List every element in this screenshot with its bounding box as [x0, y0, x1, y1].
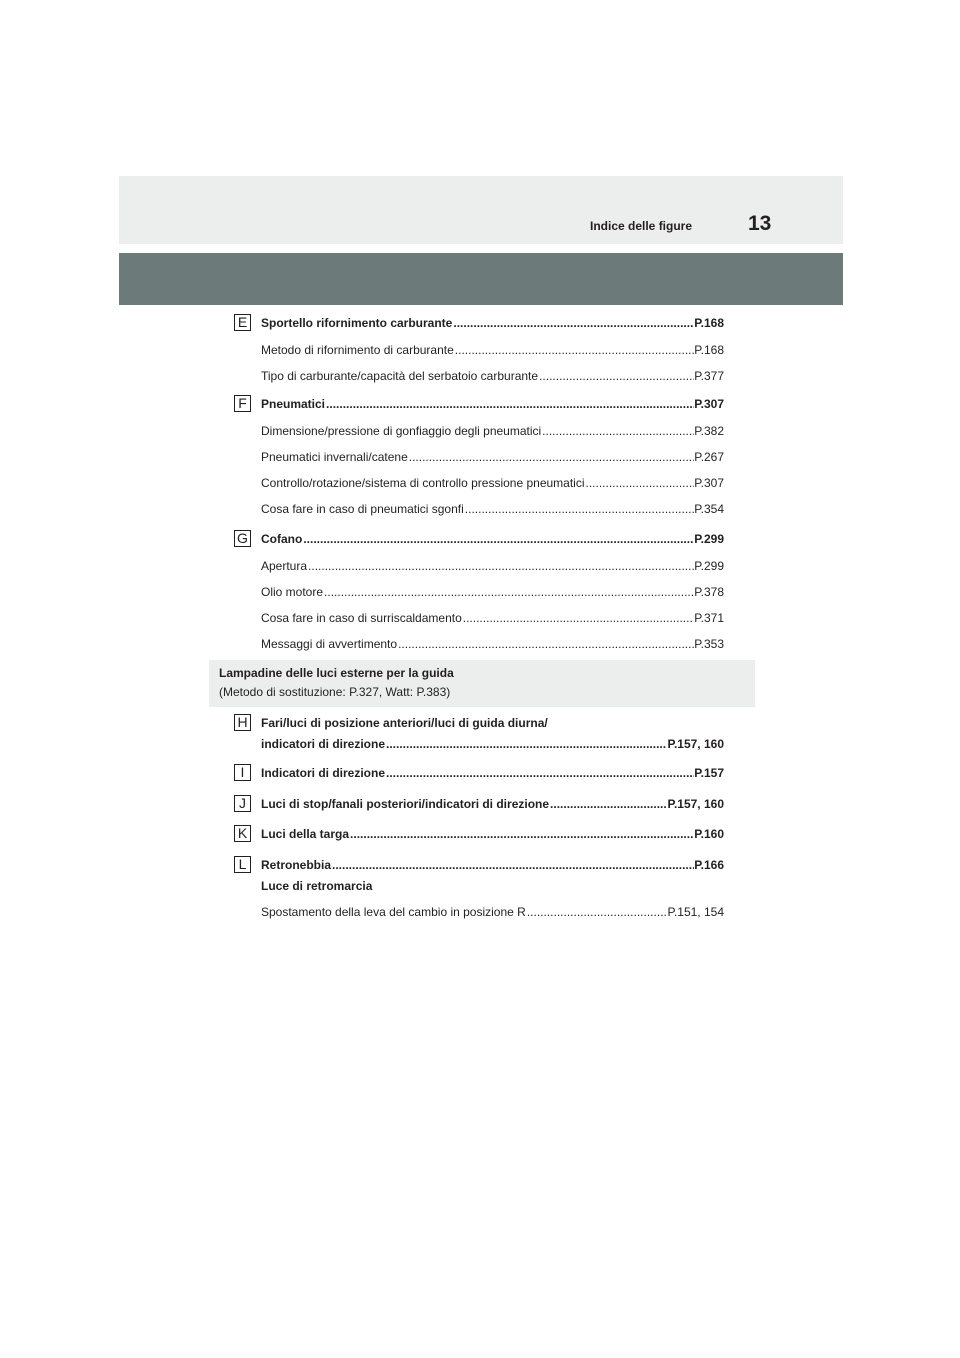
section-letter-i: I	[234, 764, 251, 781]
entry-page: P.299	[694, 559, 724, 573]
note-title: Lampadine delle luci esterne per la guida	[219, 666, 454, 680]
dot-leader	[549, 796, 667, 812]
dot-leader	[385, 765, 694, 781]
dot-leader	[452, 315, 694, 331]
entry-label: Indicatori di direzione	[261, 766, 386, 780]
entry-label: Pneumatici	[261, 397, 326, 411]
entry-label: Dimensione/pressione di gonfiaggio degli pneumatici	[261, 424, 542, 438]
entry-page: P.151, 154	[667, 905, 724, 919]
dot-leader	[538, 368, 694, 384]
entry-page: P.382	[694, 424, 724, 438]
section-title: Indice delle figure	[590, 219, 693, 233]
entry-label: Cosa fare in caso di surriscaldamento	[261, 611, 462, 625]
entry-label: Messaggi di avvertimento	[261, 637, 398, 651]
entry-page: P.160	[694, 827, 724, 841]
section-letter-g: G	[234, 530, 251, 547]
entry-page: P.168	[694, 316, 724, 330]
dot-leader	[323, 584, 694, 600]
dot-leader	[331, 857, 694, 873]
entry-page: P.371	[694, 611, 724, 625]
dot-leader	[585, 475, 695, 491]
entry-page: P.377	[694, 369, 724, 383]
entry-page: P.307	[694, 397, 724, 411]
entry-page: P.299	[694, 532, 724, 546]
sub-heading: Luce di retromarcia	[261, 879, 373, 893]
dot-leader	[307, 558, 694, 574]
section-letter-e: E	[234, 314, 251, 331]
dot-leader	[397, 636, 694, 652]
entry-page: P.267	[694, 450, 724, 464]
index-entry[interactable]	[261, 636, 724, 652]
header-band	[119, 176, 843, 244]
index-entry-l-main[interactable]	[261, 857, 724, 873]
index-entry-i-main[interactable]	[261, 765, 724, 781]
dot-leader	[302, 531, 694, 547]
dot-leader	[454, 342, 694, 358]
index-entry-g-main[interactable]	[261, 531, 724, 547]
section-letter-l: L	[234, 856, 251, 873]
entry-label: Tipo di carburante/capacità del serbatoio carburante	[261, 369, 539, 383]
index-entry[interactable]	[261, 449, 724, 465]
dot-leader	[385, 736, 667, 752]
index-entry[interactable]	[261, 558, 724, 574]
entry-label: indicatori di direzione	[261, 737, 386, 751]
entry-label: Pneumatici invernali/catene	[261, 450, 408, 464]
entry-label: Spostamento della leva del cambio in posizione R	[261, 905, 526, 919]
entry-page: P.157, 160	[667, 797, 724, 811]
index-entry[interactable]	[261, 342, 724, 358]
dot-leader	[541, 423, 694, 439]
entry-page: P.307	[694, 476, 724, 490]
entry-label: Sportello rifornimento carburante	[261, 316, 453, 330]
dot-leader	[325, 396, 694, 412]
entry-page: P.157, 160	[667, 737, 724, 751]
entry-page: P.354	[694, 502, 724, 516]
entry-label: Metodo di rifornimento di carburante	[261, 343, 454, 357]
dot-leader	[464, 501, 694, 517]
index-entry[interactable]	[261, 904, 724, 920]
entry-label: Apertura	[261, 559, 308, 573]
dot-leader	[349, 826, 694, 842]
entry-label: Cofano	[261, 532, 303, 546]
index-entry-f-main[interactable]	[261, 396, 724, 412]
section-letter-h: H	[234, 714, 251, 731]
entry-label: Controllo/rotazione/sistema di controllo pressione pneumatici	[261, 476, 585, 490]
dot-leader	[462, 610, 694, 626]
entry-label: Olio motore	[261, 585, 324, 599]
section-letter-f: F	[234, 395, 251, 412]
entry-page: P.353	[694, 637, 724, 651]
index-entry[interactable]	[261, 501, 724, 517]
note-subtitle: (Metodo di sostituzione: P.327, Watt: P.383)	[219, 685, 451, 699]
dot-leader	[408, 449, 694, 465]
index-entry[interactable]	[261, 368, 724, 384]
index-entry-j-main[interactable]	[261, 796, 724, 812]
index-entry-e-main[interactable]	[261, 315, 724, 331]
header-dark-band	[119, 253, 843, 305]
page-number: 13	[748, 212, 772, 235]
entry-page: P.166	[694, 858, 724, 872]
entry-label: Cosa fare in caso di pneumatici sgonfi	[261, 502, 464, 516]
section-letter-j: J	[234, 795, 251, 812]
index-entry[interactable]	[261, 610, 724, 626]
entry-label: Luci di stop/fanali posteriori/indicatori di direzione	[261, 797, 550, 811]
dot-leader	[526, 904, 668, 920]
section-letter-k: K	[234, 825, 251, 842]
entry-page: P.157	[694, 766, 724, 780]
index-entry-k-main[interactable]	[261, 826, 724, 842]
index-entry[interactable]	[261, 584, 724, 600]
index-entry[interactable]	[261, 475, 724, 491]
index-entry[interactable]	[261, 423, 724, 439]
index-entry-h-main[interactable]	[261, 736, 724, 752]
index-entry-h-line1: Fari/luci di posizione anteriori/luci di guida diurna/	[261, 716, 548, 730]
entry-label: Retronebbia	[261, 858, 332, 872]
entry-label: Luci della targa	[261, 827, 350, 841]
entry-page: P.168	[694, 343, 724, 357]
entry-page: P.378	[694, 585, 724, 599]
